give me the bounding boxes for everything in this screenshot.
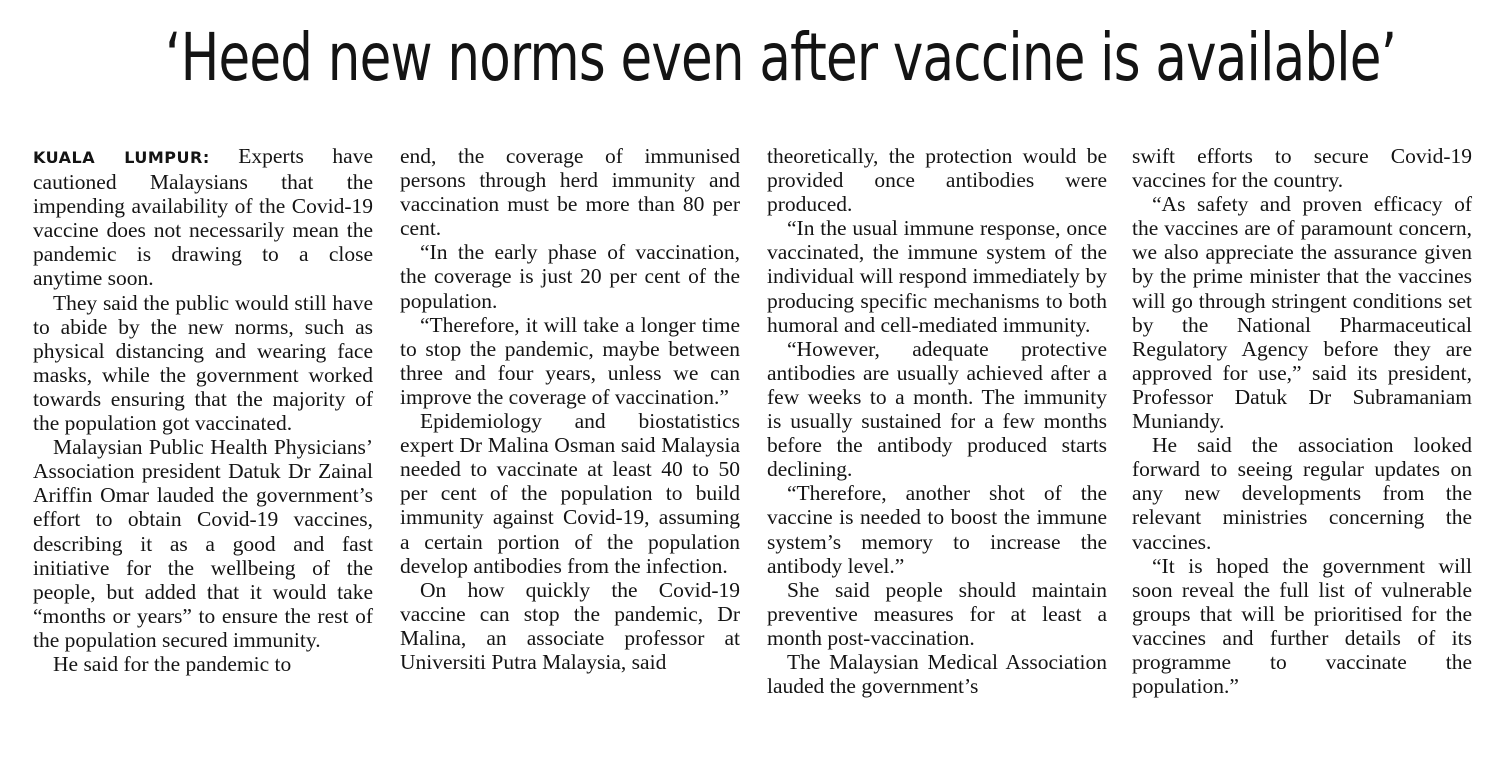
paragraph-text: “It is hoped the government will soon reveal the full list of vulnerable groups that will be prioritised for the vaccines and further details of its programme to vaccinate the population.” (1132, 553, 1472, 699)
article-paragraph (767, 578, 1107, 650)
article-paragraph (767, 216, 1107, 336)
article-column-4 (1132, 144, 1472, 698)
article-paragraph (1132, 433, 1472, 553)
article-paragraph (767, 337, 1107, 482)
paragraph-text: Malaysian Public Health Physicians’ Association president Datuk Dr Zainal Ariffin Omar lauded the government’s effort to obtain Covid-19 vaccines, describing it as a good and fast initiative for the wellbeing of the people, but added that it would take “months or years” to ensure the rest of the population secured immunity. (33, 435, 373, 652)
paragraph-text: “In the early phase of vaccination, the coverage is just 20 per cent of the population. (400, 240, 740, 313)
paragraph-text: swift efforts to secure Covid-19 vaccines for the country. (1132, 144, 1472, 193)
paragraph-text: She said people should maintain preventive measures for at least a month post-vaccination. (767, 577, 1107, 650)
paragraph-text: “However, adequate protective antibodies are usually achieved after a few weeks to a month. The immunity is usually sustained for a few months before the antibody produced starts declining. (767, 336, 1107, 482)
article-paragraph (400, 144, 740, 240)
article-column-1 (33, 144, 373, 676)
article-paragraph (400, 409, 740, 578)
article-body (33, 144, 1473, 744)
paragraph-text: They said the public would still have to abide by the new norms, such as physical distancing and wearing face masks, while the government worked towards ensuring that the majority of the population got vaccinated. (33, 290, 373, 436)
article-paragraph (767, 650, 1107, 698)
article-paragraph (767, 481, 1107, 577)
article-paragraph (1132, 144, 1472, 192)
paragraph-text: On how quickly the Covid-19 vaccine can stop the pandemic, Dr Malina, an associate professor at Universiti Putra Malaysia, said (400, 577, 740, 674)
paragraph-text: “Therefore, it will take a longer time to stop the pandemic, maybe between three and four years, unless we can improve the coverage of vaccination.” (400, 312, 740, 409)
article-paragraph (400, 313, 740, 409)
article-column-2 (400, 144, 740, 674)
article-paragraph (33, 435, 373, 652)
paragraph-text: He said for the pandemic to (53, 651, 292, 676)
paragraph-text: end, the coverage of immunised persons through herd immunity and vaccination must be more than 80 per cent. (400, 144, 740, 241)
article-column-3 (767, 144, 1107, 698)
article-paragraph (1132, 554, 1472, 699)
paragraph-text: “As safety and proven efficacy of the vaccines are of paramount concern, we also appreciate the assurance given by the prime minister that the vaccines will go through stringent conditions set by the National Pharmaceutical Regulatory Agency before they are approved for use,” said its president, Professor Datuk Dr Subramaniam Muniandy. (1132, 192, 1472, 434)
paragraph-text: Experts have cautioned Malaysians that the impending availability of the Covid-19 vaccine does not necessarily mean the pandemic is drawing to a close anytime soon. (33, 144, 374, 291)
paragraph-text: He said the association looked forward to seeing regular updates on any new developments from the relevant ministries concerning the vaccines. (1132, 433, 1472, 554)
article-headline: ‘Heed new norms even after vaccine is available’ (165, 19, 1397, 96)
article-paragraph (1132, 192, 1472, 433)
paragraph-text: The Malaysian Medical Association lauded the government’s (767, 649, 1107, 699)
article-paragraph (33, 652, 373, 676)
article-paragraph (767, 144, 1107, 216)
article-paragraph (400, 240, 740, 312)
article-paragraph (33, 291, 373, 436)
article-paragraph (400, 578, 740, 674)
paragraph-text: “In the usual immune response, once vaccinated, the immune system of the individual will respond immediately by producing specific mechanisms to both humoral and cell-mediated immunity. (767, 216, 1107, 337)
article-paragraph (33, 144, 373, 291)
paragraph-text: Epidemiology and biostatistics expert Dr Malina Osman said Malaysia needed to vaccinate at least 40 to 50 per cent of the population to build immunity against Covid-19, assuming a certain portion of the population develop antibodies from the infection. (400, 409, 740, 578)
paragraph-text: “Therefore, another shot of the vaccine is needed to boost the immune system’s memory to increase the antibody level.” (767, 481, 1107, 578)
paragraph-text: theoretically, the protection would be provided once antibodies were produced. (767, 144, 1107, 217)
dateline: KUALA LUMPUR: (33, 148, 210, 167)
